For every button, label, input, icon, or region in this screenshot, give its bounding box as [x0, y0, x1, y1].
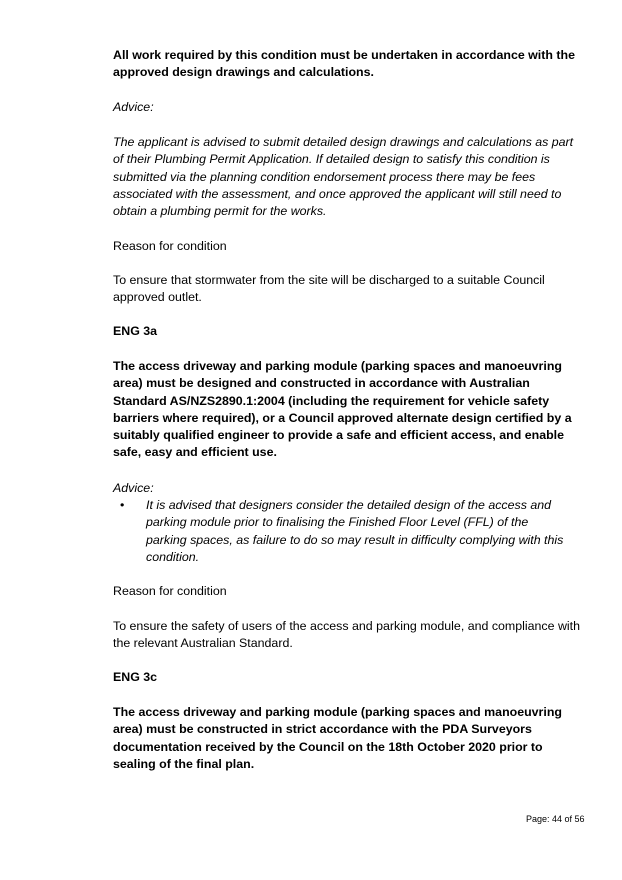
bullet-icon: •	[120, 498, 125, 512]
condition-requirement-text: All work required by this condition must be undertaken in accordance with the approved design drawings and calculations.	[113, 48, 575, 80]
reason-label: Reason for condition	[113, 584, 227, 598]
section-heading-eng-3a: ENG 3a	[113, 324, 158, 338]
eng-3a-condition-text: The access driveway and parking module (parking spaces and manoeuvring area) must be designed and constructed in accordance with Australian Standard AS/NZS2890.1:2004 (including the requirement for vehicle safety barriers where required), or a Council approved alternate design certified by a suitably qualified engineer to provide a safe and efficient access, and enable safe, easy and efficient use.	[113, 359, 572, 460]
advice-bullet-text: It is advised that designers consider the detailed design of the access and parking module prior to finalising the Finished Floor Level (FFL) of the parking spaces, as failure to do so may result in difficulty complying with this condition.	[146, 498, 564, 564]
page-number: Page: 44 of 56	[526, 814, 585, 824]
advice-paragraph: The applicant is advised to submit detailed design drawings and calculations as part of their Plumbing Permit Application. If detailed design to satisfy this condition is submitted via the planning condition endorsement process there may be fees associated with the assessment, and once approved the applicant will still need to obtain a plumbing permit for the works.	[113, 135, 574, 219]
reason-label: Reason for condition	[113, 239, 227, 253]
section-heading-eng-3c: ENG 3c	[113, 670, 158, 684]
advice-label: Advice:	[113, 100, 154, 114]
eng-3c-condition-text: The access driveway and parking module (parking spaces and manoeuvring area) must be constructed in strict accordance with the PDA Surveyors documentation received by the Council on the 18th October 2020 prior to sealing of the final plan.	[113, 705, 562, 771]
reason-paragraph: To ensure the safety of users of the access and parking module, and compliance with the relevant Australian Standard.	[113, 619, 580, 651]
reason-paragraph: To ensure that stormwater from the site will be discharged to a suitable Council approved outlet.	[113, 273, 545, 305]
advice-label: Advice:	[113, 481, 154, 495]
